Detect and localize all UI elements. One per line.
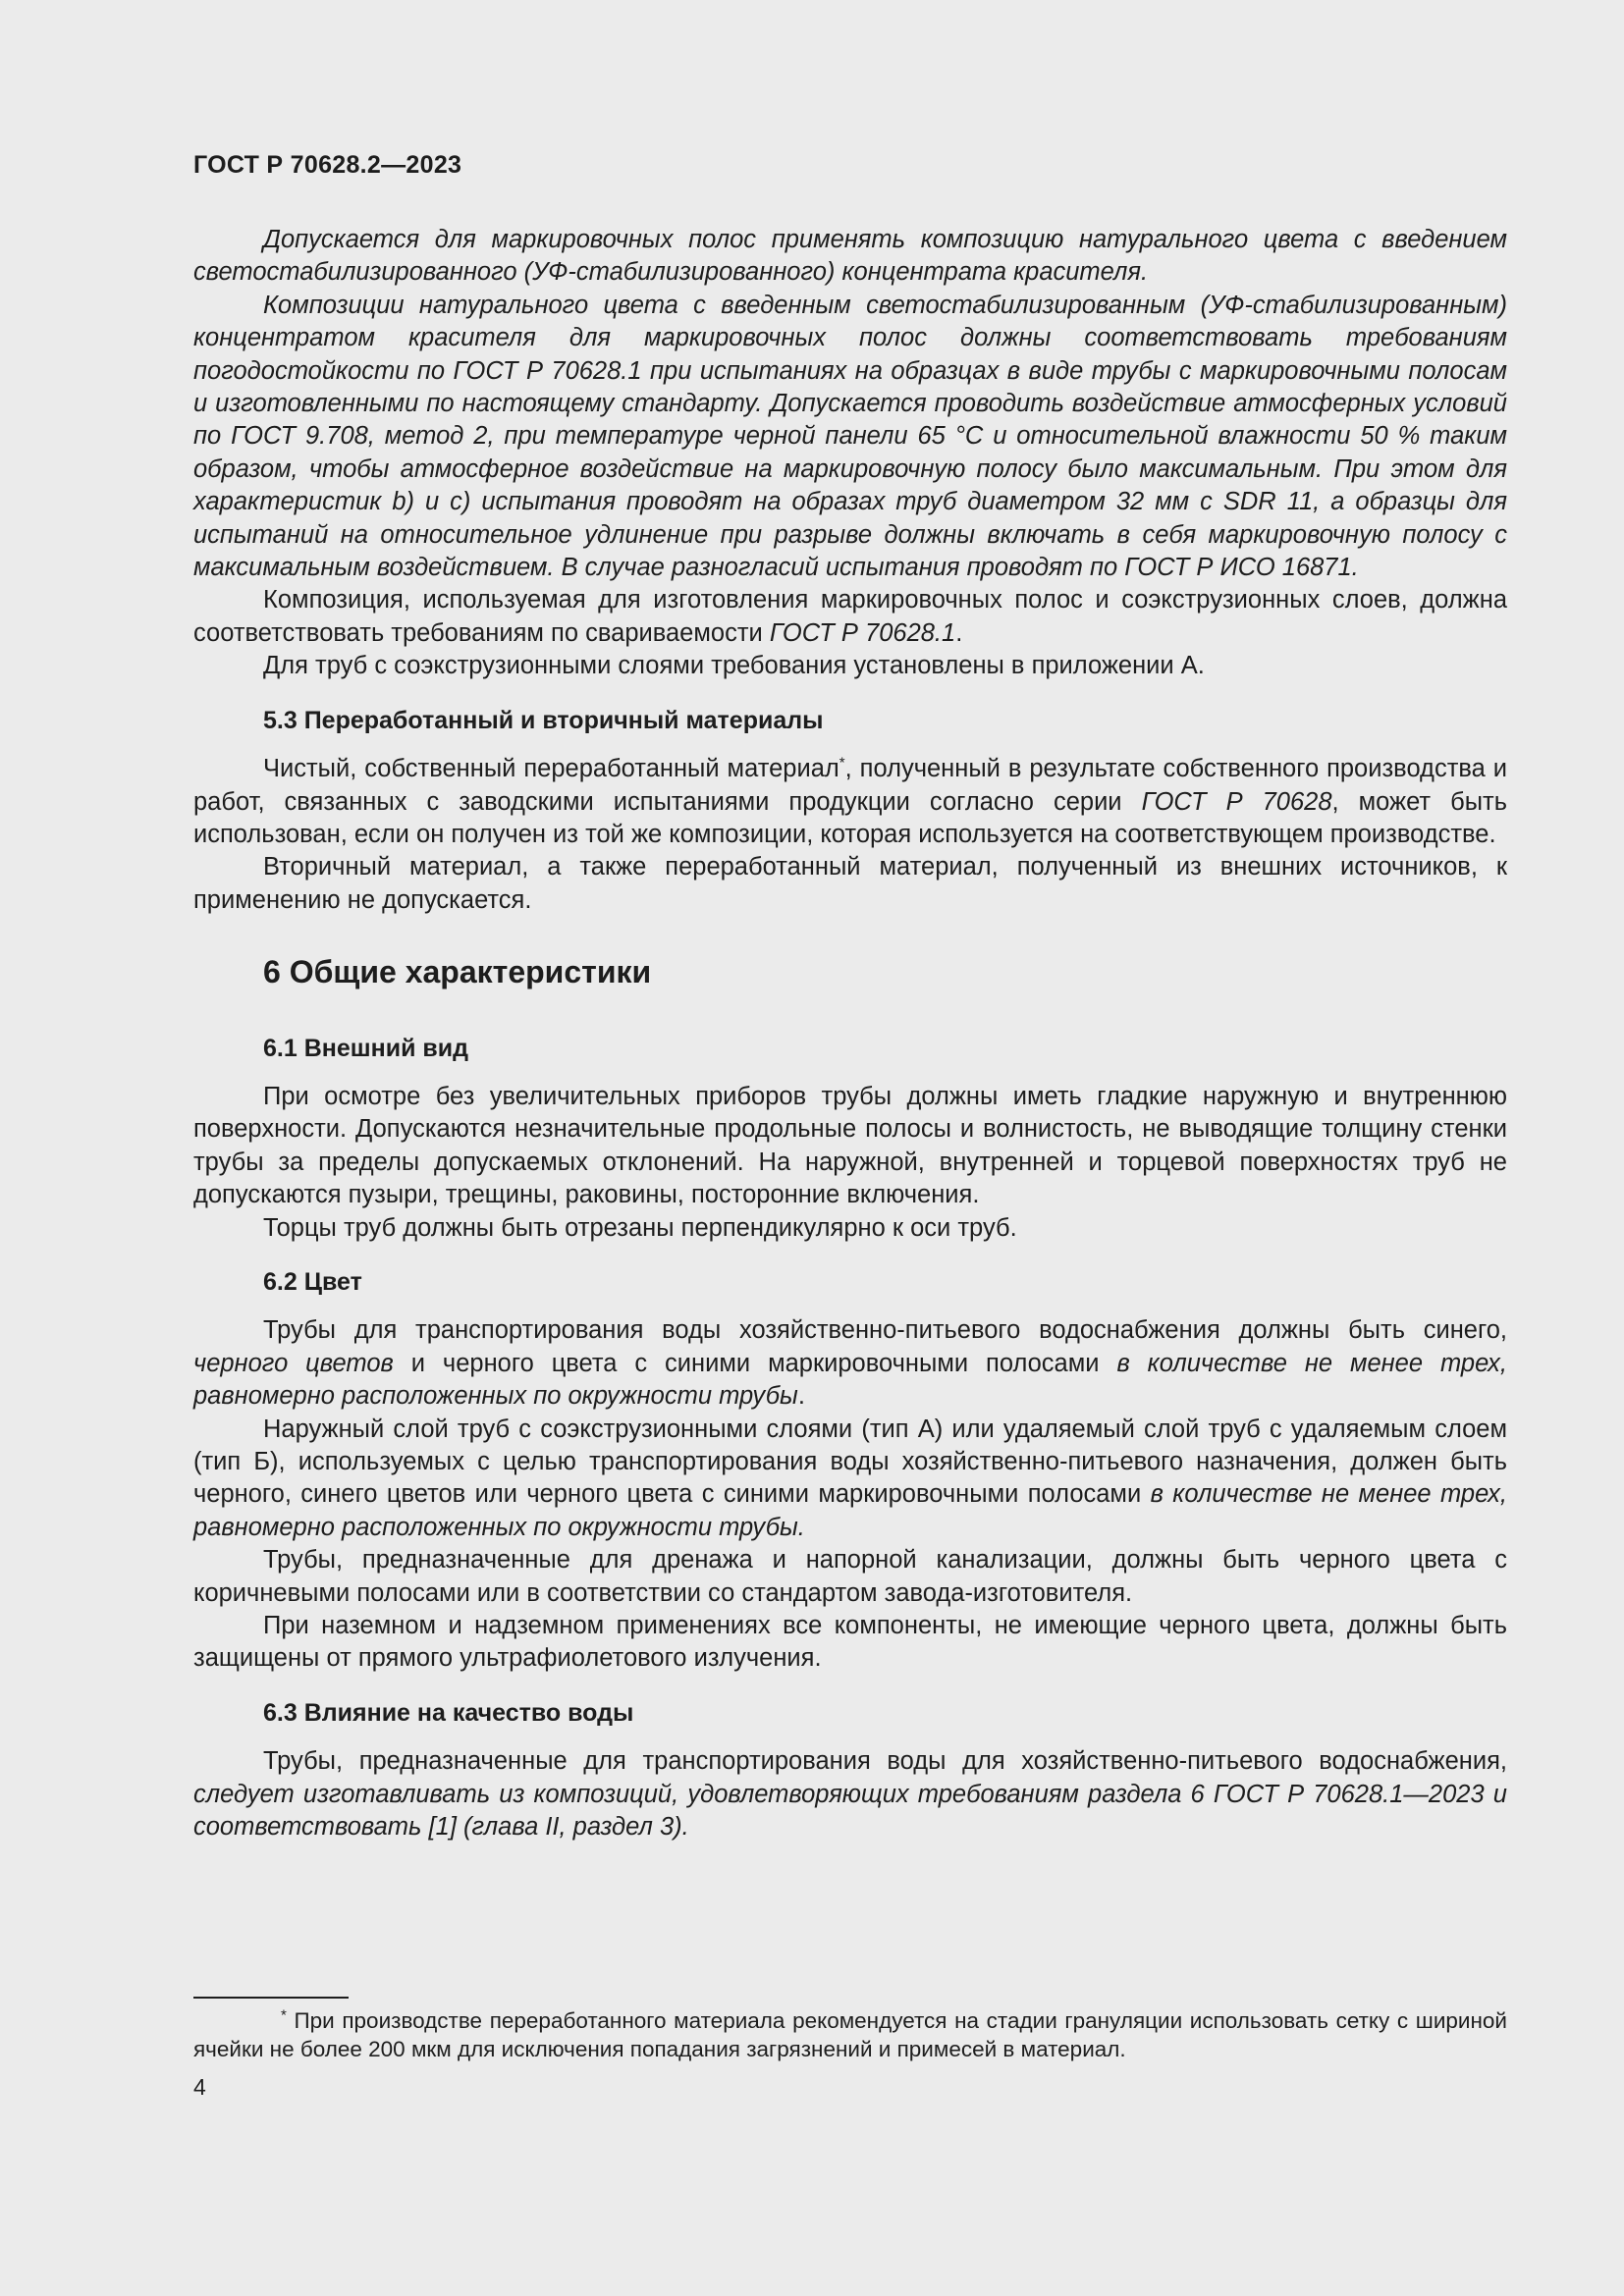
paragraph-water-quality [193, 1745, 1507, 1843]
section-title-6-2: 6.2 Цвет [263, 1267, 362, 1296]
footnote-text: При производстве переработанного материала рекомендуется на стадии грануляции использовать сетку с шириной ячейки не более 200 мкм для исключения попадания загрязнений и примесей в материал. [193, 2008, 1507, 2061]
paragraph-text: Наружный слой труб с соэкструзионными слоями (тип А) или удаляемый слой труб с удаляемым слоем (тип Б), используемых с целью транспортирования воды хозяйственно-питьевого назначения, должен быть черного, синего цветов или черного цвета с синими маркировочными полосами [193, 1415, 1507, 1509]
chapter-title-6: 6 Общие характеристики [263, 954, 652, 990]
section-title-6-3: 6.3 Влияние на качество воды [263, 1698, 634, 1727]
paragraph-color-drainage [193, 1544, 1507, 1610]
paragraph-text: Композиции натурального цвета с введенным светостабилизированным (УФ-стабилизированным) концентратом красителя для маркировочных полос должны соответствовать требованиям погодостойкости по ГОСТ Р 70628.1 при испытаниях на образцах в виде трубы с маркировочными полосам и изготовленными по настоящему стандарту. Допускается проводить воздействие атмосферных условий по ГОСТ 9.708, метод 2, при температуре черной панели 65 °C и относительной влажности 50 % таким образом, чтобы атмосферное воздействие на маркировочную полосу было максимальным. При этом для характеристик b) и c) испытания проводят на образах труб диаметром 32 мм с SDR 11, а образцы для испытаний на относительное удлинение при разрыве должны включать в себя маркировочную полосу с максимальным воздействием. В случае разногласий испытания проводят по ГОСТ Р ИСО 16871. [193, 291, 1507, 582]
page-number: 4 [193, 2074, 206, 2100]
paragraph-color-drinking-water [193, 1314, 1507, 1413]
paragraph-text: Вторичный материал, а также переработанный материал, полученный из внешних источников, к применению не допускается. [193, 853, 1507, 914]
paragraph-weldability [193, 584, 1507, 650]
footnote-mark: * [281, 2006, 287, 2024]
document-body [193, 224, 1507, 1843]
paragraph-uv-marking-strips [193, 224, 1507, 290]
paragraph-text: Торцы труб должны быть отрезаны перпендикулярно к оси труб. [263, 1213, 1017, 1242]
footnote-marker: * [839, 754, 845, 772]
paragraph-color-outer-layer [193, 1414, 1507, 1545]
paragraph-text: , может быть использован, если он получен из той же композиции, которая используется на соответствующем производстве. [193, 787, 1507, 848]
paragraph-emphasis: в количестве не менее трех, равномерно расположенных по окружности трубы. [193, 1480, 1508, 1541]
paragraph-text: , полученный в результате собственного производства и работ, связанных с заводскими испытаниями продукции согласно серии [193, 755, 1507, 816]
paragraph-uv-protection [193, 1610, 1507, 1676]
paragraph-text: . [797, 1382, 805, 1411]
footnote-divider [193, 1997, 349, 1999]
paragraph-coextrusion-annex [193, 650, 1507, 682]
paragraph-appearance [193, 1081, 1507, 1212]
footnote [193, 2006, 1507, 2063]
paragraph-recycled-material [193, 753, 1507, 851]
paragraph-text: и черного цвета с синими маркировочными полосами [393, 1349, 1117, 1377]
paragraph-text: Допускается для маркировочных полос применять композицию натурального цвета с введением светостабилизированного (УФ-стабилизированного) концентрата красителя. [193, 226, 1507, 287]
paragraph-emphasis: черного цветов [193, 1349, 394, 1377]
standard-reference: ГОСТ Р 70628.1 [769, 618, 956, 647]
paragraph-text: При осмотре без увеличительных приборов трубы должны иметь гладкие наружную и внутреннюю поверхности. Допускаются незначительные продольные полосы и волнистость, не выводящие толщину стенки трубы за пределы допускаемых отклонений. На наружной, внутренней и торцевой поверхностях труб не допускаются пузыри, трещины, раковины, посторонние включения. [193, 1082, 1507, 1209]
paragraph-weather-resistance [193, 290, 1507, 585]
paragraph-emphasis: следует изготавливать из композиций, удовлетворяющих требованиям раздела 6 ГОСТ Р 70628.1—2023 и соответствовать [1] (глава II, раздел 3). [193, 1780, 1507, 1842]
paragraph-text: При наземном и надземном применениях все компоненты, не имеющие черного цвета, должны быть защищены от прямого ультрафиолетового излучения. [193, 1612, 1507, 1673]
paragraph-text: Трубы для транспортирования воды хозяйственно-питьевого водоснабжения должны быть синего, [263, 1316, 1507, 1345]
paragraph-pipe-ends [193, 1212, 1507, 1245]
paragraph-secondary-material [193, 851, 1507, 917]
paragraph-text: Для труб с соэкструзионными слоями требования установлены в приложении А. [263, 652, 1205, 680]
paragraph-text: Трубы, предназначенные для дренажа и напорной канализации, должны быть черного цвета с коричневыми полосами или в соответствии со стандартом завода-изготовителя. [193, 1546, 1507, 1607]
section-title-5-3: 5.3 Переработанный и вторичный материалы [263, 706, 824, 734]
document-header-id: ГОСТ Р 70628.2—2023 [193, 151, 462, 179]
section-title-6-1: 6.1 Внешний вид [263, 1034, 468, 1062]
standard-reference: ГОСТ Р 70628 [1141, 787, 1332, 816]
paragraph-emphasis: в количестве не менее трех, равномерно расположенных по окружности трубы [193, 1349, 1507, 1411]
paragraph-text: Трубы, предназначенные для транспортирования воды для хозяйственно-питьевого водоснабжения, [263, 1747, 1507, 1776]
paragraph-text: . [955, 618, 963, 647]
paragraph-text: Композиция, используемая для изготовления маркировочных полос и соэкструзионных слоев, должна соответствовать требованиям по свариваемости [193, 586, 1507, 647]
paragraph-text: Чистый, собственный переработанный материал [263, 755, 839, 783]
